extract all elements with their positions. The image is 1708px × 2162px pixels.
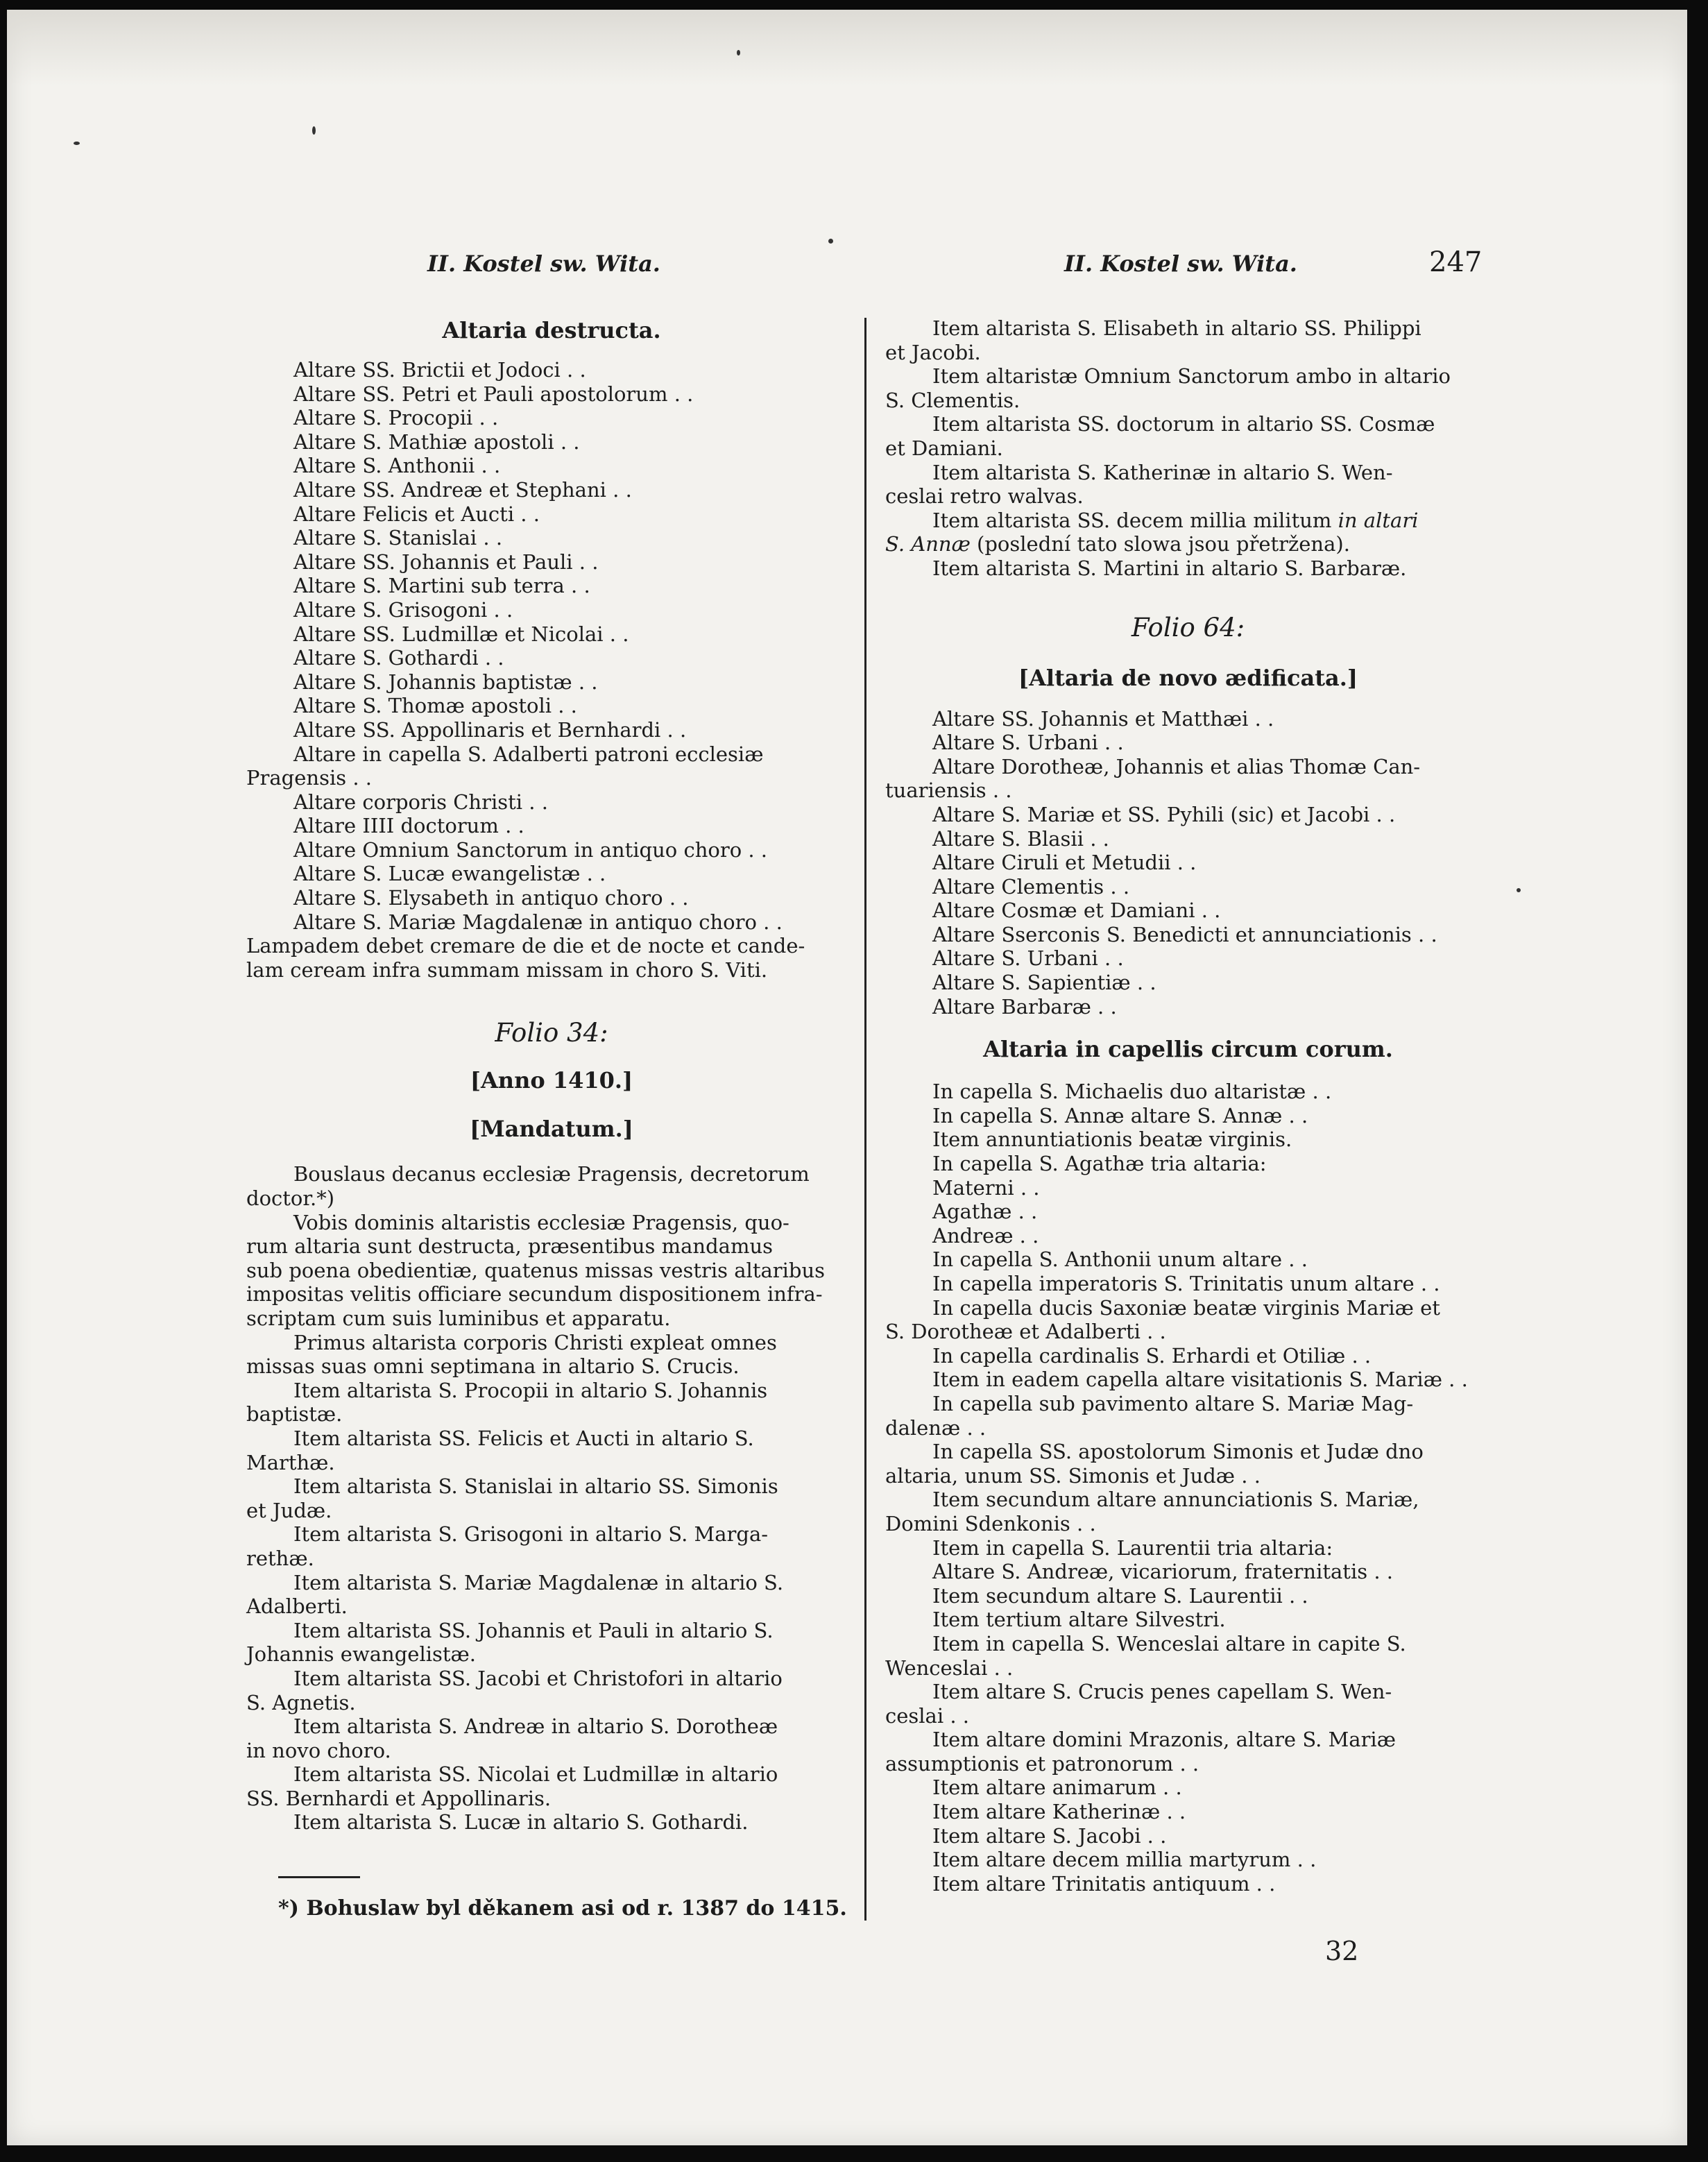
list-item: Altare S. Thomæ apostoli . .	[293, 694, 577, 718]
list-item: Item altare animarum . .	[932, 1776, 1182, 1800]
list-item: Agathæ . .	[932, 1200, 1038, 1224]
text-line: sub poena obedientiæ, quatenus missas vestris altaribus	[246, 1258, 826, 1282]
list-item: assumptionis et patronorum . .	[885, 1751, 1199, 1776]
text-line: Item altarista SS. doctorum in altario SS. Cosmæ	[932, 412, 1435, 436]
list-item: In capella imperatoris S. Trinitatis unum altare . .	[932, 1272, 1440, 1295]
text-line: Vobis dominis altaristis ecclesiæ Pragensis, quo-	[293, 1210, 789, 1234]
text-line: Adalberti.	[246, 1594, 348, 1619]
chapel-altars-list	[885, 1080, 1491, 1896]
list-item: Item altare domini Mrazonis, altare S. Mariæ	[932, 1728, 1396, 1752]
folio-heading: Folio 34:	[495, 1018, 608, 1048]
text-line: Item altarista SS. Felicis et Aucti in altario S.	[293, 1426, 754, 1450]
list-item: Altare Barbaræ . .	[932, 994, 1117, 1019]
list-item: Altare S. Sapientiæ . .	[932, 971, 1156, 995]
list-item: In capella S. Annæ altare S. Annæ . .	[932, 1103, 1308, 1127]
text-fragment: (poslední tato slowa jsou přetržena).	[977, 532, 1350, 556]
text-line: et Jacobi.	[885, 340, 981, 364]
text-line: doctor.*)	[246, 1186, 335, 1211]
list-item: Altare S. Blasii . .	[932, 826, 1109, 851]
text-line: rethæ.	[246, 1546, 314, 1570]
list-item: Altare Ciruli et Metudii . .	[932, 851, 1197, 875]
list-item: In capella sub pavimento altare S. Mariæ Mag-	[932, 1391, 1414, 1415]
list-item: Altare Omnium Sanctorum in antiquo choro . .	[293, 837, 768, 862]
ink-speck	[737, 50, 740, 56]
altarista-assignments	[885, 316, 1491, 581]
scan-shading	[7, 10, 1687, 86]
text-line: missas suas omni septimana in altario S. Crucis.	[246, 1354, 740, 1379]
text-line: ceslai retro walvas.	[885, 484, 1084, 509]
list-item: Altare S. Andreæ, vicariorum, fraternitatis . .	[932, 1560, 1393, 1584]
text-line: Item altarista SS. Nicolai et Ludmillæ in altario	[293, 1762, 778, 1787]
text-line: Item altarista S. Elisabeth in altario SS. Philippi	[932, 316, 1421, 340]
list-item: dalenæ . .	[885, 1415, 987, 1440]
list-item: In capella S. Anthonii unum altare . .	[932, 1248, 1308, 1272]
footnote: *) Bohuslaw byl děkanem asi od r. 1387 do 1415.	[278, 1896, 847, 1921]
text-line: lam ceream infra summam missam in choro S. Viti.	[246, 957, 768, 982]
text-line: rum altaria sunt destructa, præsentibus mandamus	[246, 1234, 773, 1259]
left-column	[246, 316, 857, 1921]
list-item: Altare Clementis . .	[932, 874, 1130, 899]
year-heading: [Anno 1410.]	[470, 1067, 633, 1094]
list-item: Altare SS. Petri et Pauli apostolorum . .	[293, 382, 694, 406]
list-item: Item altare Katherinæ . .	[932, 1800, 1186, 1824]
page-number: 247	[1429, 246, 1483, 278]
list-item: altaria, unum SS. Simonis et Judæ . .	[885, 1463, 1261, 1488]
italic-phrase: S. Annæ	[885, 532, 971, 556]
list-item: Altare SS. Brictii et Jodoci . .	[293, 358, 586, 382]
text-line	[885, 532, 1491, 556]
list-item: Item annuntiationis beatæ virginis.	[932, 1127, 1292, 1152]
text-line: Item altarista S. Mariæ Magdalenæ in altario S.	[293, 1570, 784, 1594]
text-line: Item altarista SS. Johannis et Pauli in altario S.	[293, 1618, 774, 1642]
list-item: Altare SS. Johannis et Matthæi . .	[932, 706, 1274, 731]
text-line: in novo choro.	[246, 1738, 391, 1762]
list-item: Pragensis . .	[246, 766, 372, 790]
list-item: Altare SS. Johannis et Pauli . .	[293, 550, 599, 574]
text-line: SS. Bernhardi et Appollinaris.	[246, 1786, 552, 1810]
text-line: S. Agnetis.	[246, 1690, 356, 1714]
ink-speck	[1517, 888, 1521, 892]
list-item: Altare S. Mariæ Magdalenæ in antiquo choro . .	[293, 910, 783, 934]
text-line: Item altarista S. Katherinæ in altario S. Wen-	[932, 460, 1393, 484]
text-line: Bouslaus decanus ecclesiæ Pragensis, decretorum	[293, 1162, 810, 1186]
footnote-rule	[278, 1876, 360, 1878]
list-item: Item altare S. Jacobi . .	[932, 1823, 1167, 1848]
list-item: Altare S. Mariæ et SS. Pyhili (sic) et Jacobi . .	[932, 802, 1396, 826]
list-item: Altare SS. Ludmillæ et Nicolai . .	[293, 622, 629, 646]
list-item: S. Dorotheæ et Adalberti . .	[885, 1320, 1166, 1344]
list-item: Altare SS. Andreæ et Stephani . .	[293, 477, 632, 502]
text-line: Item altarista S. Andreæ in altario S. Dorotheæ	[293, 1714, 778, 1739]
list-item: Andreæ . .	[932, 1223, 1039, 1248]
list-item: Item in capella S. Laurentii tria altaria:	[932, 1535, 1333, 1560]
text-line: et Judæ.	[246, 1498, 332, 1522]
text-fragment: Item altarista SS. decem millia militum	[932, 508, 1332, 532]
text-line: Johannis ewangelistæ.	[246, 1642, 477, 1667]
list-item: In capella cardinalis S. Erhardi et Otiliæ . .	[932, 1343, 1372, 1368]
text-line: Marthæ.	[246, 1450, 335, 1474]
destroyed-altars-list	[246, 358, 857, 982]
text-line: Lampadem debet cremare de die et de nocte et cande-	[246, 934, 805, 958]
list-item: Altare S. Urbani . .	[932, 946, 1124, 971]
list-item: Altare S. Urbani . .	[932, 731, 1124, 755]
list-item: Altare S. Stanislai . .	[293, 526, 503, 550]
list-item: Item tertium altare Silvestri.	[932, 1608, 1226, 1632]
text-line: Item altarista S. Procopii in altario S. Johannis	[293, 1378, 768, 1402]
list-item: Altare S. Lucæ ewangelistæ . .	[293, 862, 606, 886]
list-item: Altare in capella S. Adalberti patroni ecclesiæ	[293, 742, 764, 766]
text-line: baptistæ.	[246, 1402, 343, 1427]
list-item: In capella S. Michaelis duo altaristæ . .	[932, 1080, 1332, 1104]
list-item: Altare S. Elysabeth in antiquo choro . .	[293, 886, 689, 910]
text-line: impositas velitis officiare secundum dispositionem infra-	[246, 1282, 823, 1306]
list-item: Altare S. Grisogoni . .	[293, 597, 513, 622]
heading-altaria-destructa: Altaria destructa.	[442, 317, 661, 343]
text-line: Item altarista S. Martini in altario S. Barbaræ.	[932, 556, 1407, 580]
list-item: ceslai . .	[885, 1703, 969, 1728]
list-item: Item in eadem capella altare visitationis S. Mariæ . .	[932, 1368, 1468, 1392]
ink-speck	[828, 239, 833, 244]
list-item: In capella S. Agathæ tria altaria:	[932, 1152, 1267, 1176]
folio-heading: Folio 64:	[1131, 612, 1245, 642]
list-item: Altare S. Anthonii . .	[293, 454, 501, 478]
text-line: Item altarista S. Grisogoni in altario S. Marga-	[293, 1522, 769, 1547]
list-item: Altare S. Martini sub terra . .	[293, 574, 590, 598]
text-line: Item altarista S. Stanislai in altario SS. Simonis	[293, 1474, 778, 1499]
text-line: S. Clementis.	[885, 388, 1020, 412]
running-title-left: II. Kostel sw. Wita.	[427, 250, 660, 277]
ink-speck	[74, 142, 80, 145]
text-line: Item altarista SS. Jacobi et Christofori in altario	[293, 1666, 783, 1690]
text-line: Primus altarista corporis Christi expleat omnes	[293, 1330, 777, 1354]
ink-speck	[312, 126, 316, 135]
list-item: Altare IIII doctorum . .	[293, 814, 524, 838]
text-line: Item altarista S. Lucæ in altario S. Gothardi.	[293, 1810, 749, 1835]
list-item: Item altare decem millia martyrum . .	[932, 1848, 1317, 1872]
text-line: scriptam cum suis luminibus et apparatu.	[246, 1306, 671, 1330]
text-line: Item altaristæ Omnium Sanctorum ambo in altario	[932, 364, 1451, 389]
list-item: tuariensis . .	[885, 778, 1012, 803]
list-item: Altare Cosmæ et Damiani . .	[932, 899, 1221, 923]
new-altars-list	[885, 707, 1491, 1019]
column-rule	[864, 318, 866, 1921]
mandate-heading: [Mandatum.]	[470, 1116, 633, 1143]
list-item: Item altare Trinitatis antiquum . .	[932, 1871, 1276, 1896]
list-item: In capella ducis Saxoniæ beatæ virginis Mariæ et	[932, 1295, 1440, 1320]
signature-mark: 32	[1325, 1936, 1359, 1966]
list-item: Altare Sserconis S. Benedicti et annunciationis . .	[932, 922, 1437, 946]
text-line	[885, 509, 1491, 533]
list-item: Altare SS. Appollinaris et Bernhardi . .	[293, 717, 687, 742]
list-item: Altare S. Procopii . .	[293, 406, 499, 430]
list-item: Altare S. Gothardi . .	[293, 646, 504, 670]
list-item: Materni . .	[932, 1175, 1040, 1200]
italic-phrase: in altari	[1338, 508, 1419, 532]
list-item: Altare S. Johannis baptistæ . .	[293, 670, 598, 694]
list-item: Domini Sdenkonis . .	[885, 1511, 1096, 1535]
text-line: et Damiani.	[885, 436, 1003, 460]
list-item: Wenceslai . .	[885, 1655, 1014, 1680]
list-item: Item secundum altare annunciationis S. Mariæ,	[932, 1488, 1419, 1512]
list-item: Altare Dorotheæ, Johannis et alias Thomæ Can-	[932, 754, 1421, 778]
running-title-right: II. Kostel sw. Wita.	[1064, 250, 1297, 277]
list-item: Item altare S. Crucis penes capellam S. Wen-	[932, 1680, 1392, 1704]
list-item: Altare Felicis et Aucti . .	[293, 502, 540, 526]
list-item: In capella SS. apostolorum Simonis et Judæ dno	[932, 1440, 1424, 1464]
new-altars-heading: [Altaria de novo ædificata.]	[1018, 664, 1358, 691]
list-item: Item in capella S. Wenceslai altare in capite S.	[932, 1631, 1406, 1655]
list-item: Altare S. Mathiæ apostoli . .	[293, 429, 580, 454]
right-column	[885, 316, 1491, 1896]
list-item: Altare corporis Christi . .	[293, 790, 548, 814]
mandate-text	[246, 1162, 857, 1835]
chapels-heading: Altaria in capellis circum corum.	[983, 1036, 1393, 1063]
list-item: Item secundum altare S. Laurentii . .	[932, 1583, 1308, 1608]
